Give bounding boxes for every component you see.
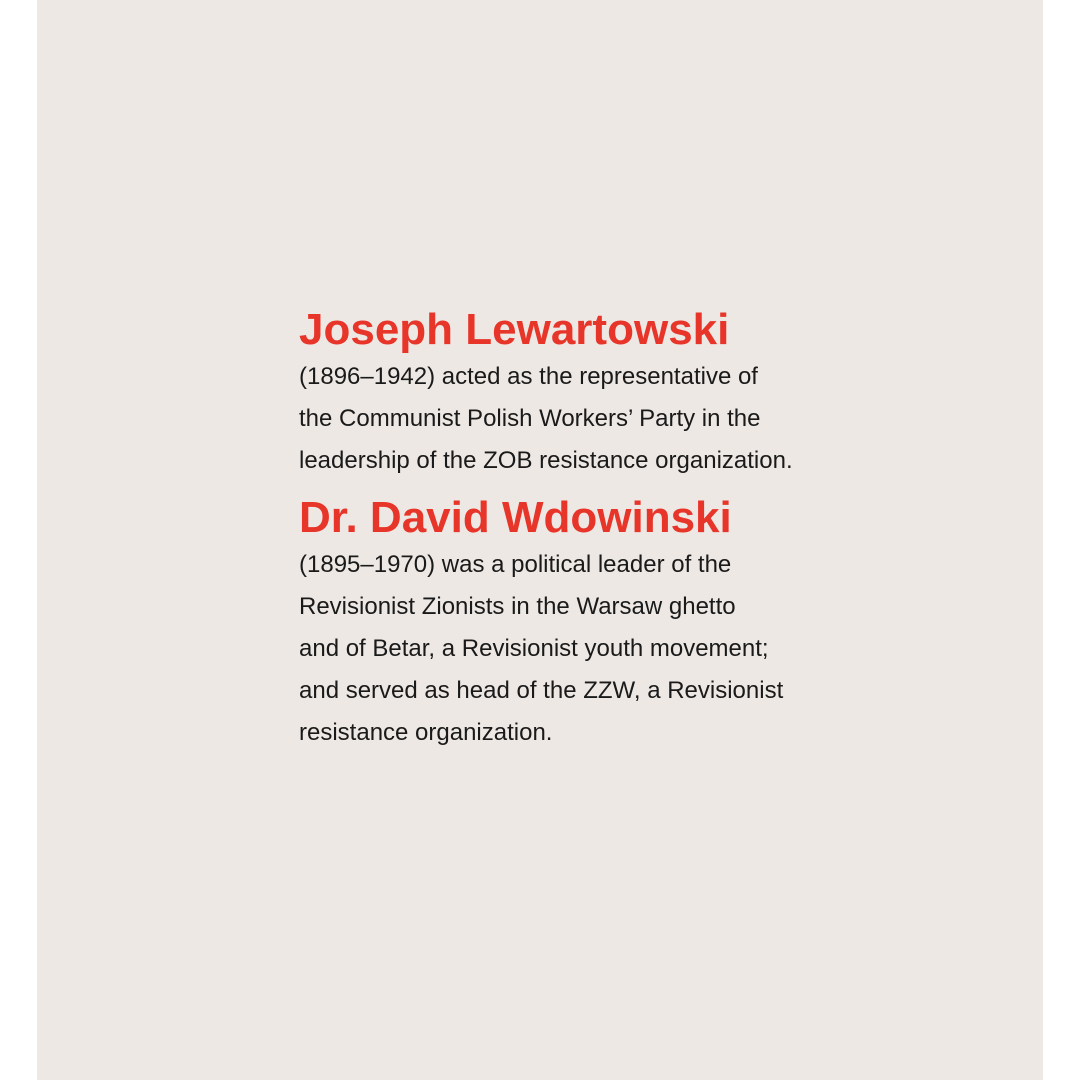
bio-entry-lewartowski [299,304,899,482]
bio-line: the Communist Polish Workers’ Party in the [299,405,761,432]
bio-line: Revisionist Zionists in the Warsaw ghetto [299,593,736,620]
person-bio [299,544,899,754]
page-panel [37,0,1043,1080]
bio-line: resistance organization. [299,719,553,746]
bio-line: (1895–1970) was a political leader of the [299,551,732,578]
bio-line: leadership of the ZOB resistance organization. [299,447,793,474]
bio-list [299,304,899,754]
bio-line: (1896–1942) acted as the representative of [299,363,758,390]
bio-line: and served as head of the ZZW, a Revisionist [299,677,784,704]
person-bio [299,356,899,482]
person-name: Dr. David Wdowinski [299,493,732,542]
bio-line: and of Betar, a Revisionist youth movement; [299,635,769,662]
bio-entry-wdowinski [299,492,899,754]
person-name: Joseph Lewartowski [299,305,730,354]
